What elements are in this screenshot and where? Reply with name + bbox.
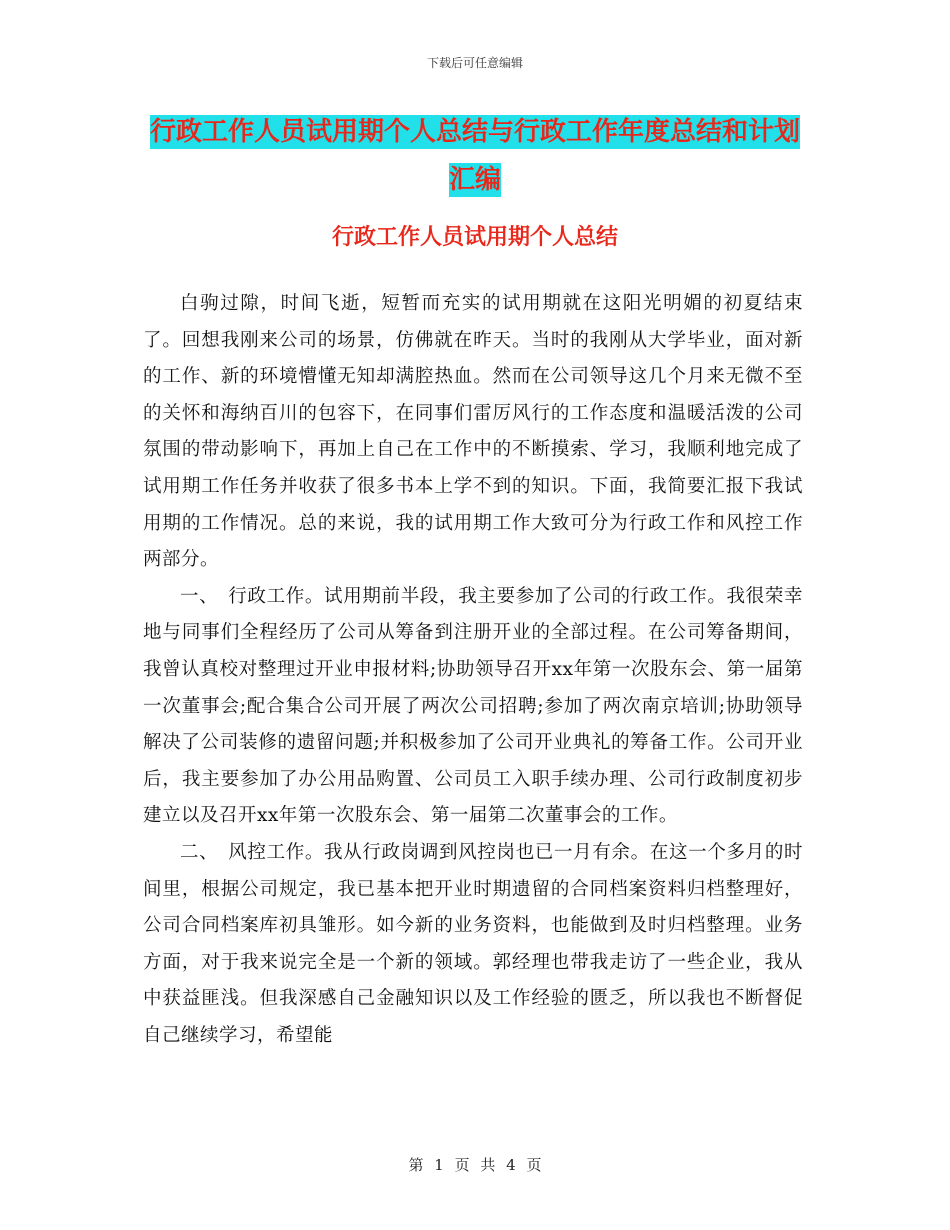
document-title: [150, 108, 800, 204]
paragraph-intro: 白驹过隙，时间飞逝，短暂而充实的试用期就在这阳光明媚的初夏结束了。回想我刚来公司的场景，仿佛就在昨天。当时的我刚从大学毕业，面对新的工作、新的环境懵懂无知却满腔热血。然而在公司领导这几个月来无微不至的关怀和海纳百川的包容下，在同事们雷厉风行的工作态度和温暖活泼的公司氛围的带动影响下，再加上自己在工作中的不断摸索、学习，我顺利地完成了试用期工作任务并收获了很多书本上学不到的知识。下面，我简要汇报下我试用期的工作情况。总的来说，我的试用期工作大致可分为行政工作和风控工作两部分。: [143, 293, 803, 571]
page-footer: 第 1 页 共 4 页: [408, 1156, 542, 1174]
paragraph-risk-control-work: 二、 风控工作。我从行政岗调到风控岗也已一月有余。在这一个多月的时间里，根据公司规定，我已基本把开业时期遗留的合同档案资料归档整理好，公司合同档案库初具雏形。如今新的业务资料，也能做到及时归档整理。业务方面，对于我来说完全是一个新的领域。郭经理也带我走访了一些企业，我从中获益匪浅。但我深感自己金融知识以及工作经验的匮乏，所以我也不断督促自己继续学习，希望能: [143, 841, 803, 1046]
document-body: [143, 286, 803, 1054]
document-title-text: 行政工作人员试用期个人总结与行政工作年度总结和计划汇编: [150, 117, 801, 195]
section-title: 行政工作人员试用期个人总结: [331, 225, 618, 250]
paragraph-admin-work: 一、 行政工作。试用期前半段，我主要参加了公司的行政工作。我很荣幸地与同事们全程经历了公司从筹备到注册开业的全部过程。在公司筹备期间，我曾认真校对整理过开业申报材料;协助领导召开xx年第一次股东会、第一届第一次董事会;配合集合公司开展了两次公司招聘;参加了两次南京培训;协助领导解决了公司装修的遗留问题;并积极参加了公司开业典礼的筹备工作。公司开业后，我主要参加了办公用品购置、公司员工入职手续办理、公司行政制度初步建立以及召开xx年第一次股东会、第一届第二次董事会的工作。: [143, 585, 803, 827]
header-note: 下载后可任意编辑: [426, 56, 523, 70]
